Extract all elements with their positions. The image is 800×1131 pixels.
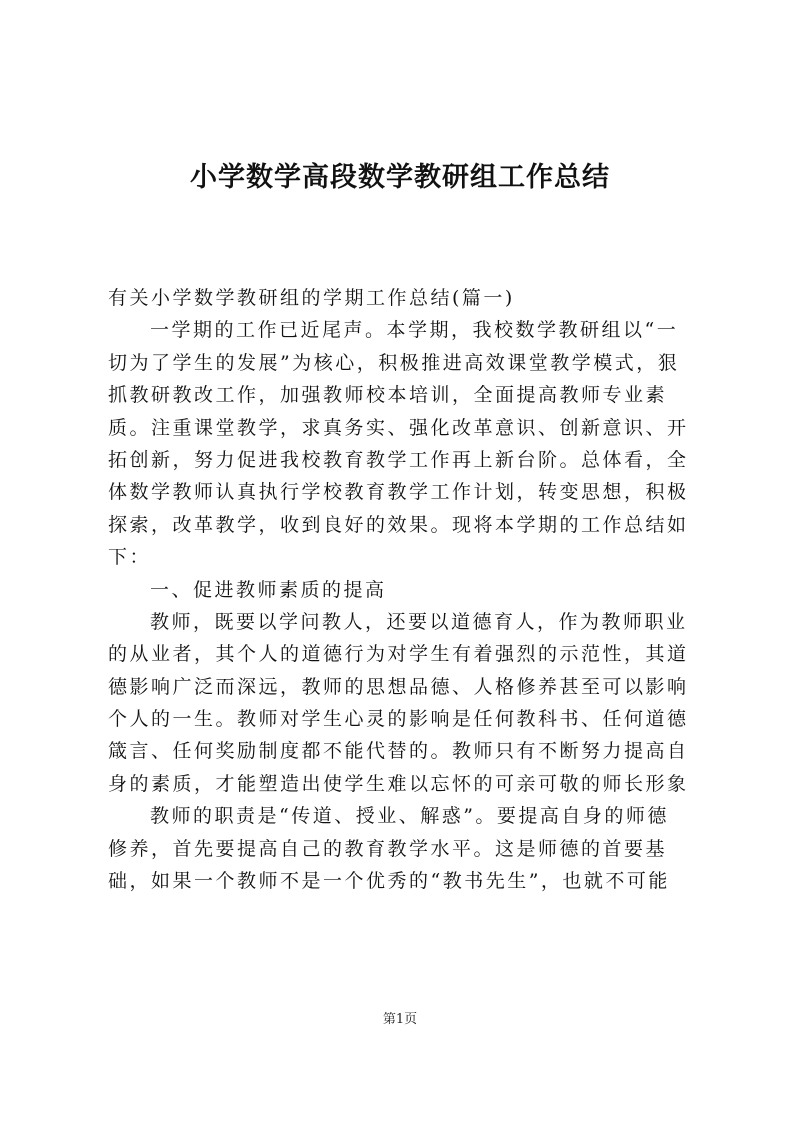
paragraph-line: 探索，改革教学，收到良好的效果。现将本学期的工作总结如 bbox=[108, 513, 689, 536]
document-title: 小学数学高段数学教研组工作总结 bbox=[190, 162, 610, 193]
paragraph-line: 教师的职责是“传道、授业、解惑”。要提高自身的师德 bbox=[150, 805, 669, 828]
paragraph-line: 箴言、任何奖励制度都不能代替的。教师只有不断努力提高自 bbox=[108, 740, 689, 763]
paragraph-line: 修养，首先要提高自己的教育教学水平。这是师德的首要基 bbox=[108, 837, 668, 860]
paragraph-line: 下： bbox=[108, 546, 152, 569]
paragraph-line: 础，如果一个教师不是一个优秀的“教书先生”，也就不可能 bbox=[108, 870, 670, 893]
paragraph-line: 个人的一生。教师对学生心灵的影响是任何教科书、任何道德 bbox=[108, 708, 689, 731]
page-number: 第1页 bbox=[382, 1012, 418, 1027]
subsection-heading: 一、促进教师素质的提高 bbox=[150, 578, 387, 601]
paragraph-line: 德影响广泛而深远，教师的思想品德、人格修养甚至可以影响 bbox=[108, 675, 689, 698]
paragraph-line: 抓教研教改工作，加强教师校本培训，全面提高教师专业素 bbox=[108, 384, 668, 407]
paragraph-line: 教师，既要以学问教人，还要以道德育人，作为教师职业 bbox=[150, 610, 688, 633]
paragraph-line: 切为了学生的发展”为核心，积极推进高效课堂教学模式，狠 bbox=[108, 351, 680, 374]
paragraph-line: 拓创新，努力促进我校教育教学工作再上新台阶。总体看，全 bbox=[108, 448, 689, 471]
section-heading: 有关小学数学教研组的学期工作总结(篇一) bbox=[108, 287, 515, 309]
paragraph-line: 体数学教师认真执行学校教育教学工作计划，转变思想，积极 bbox=[108, 481, 689, 504]
paragraph-line: 身的素质，才能塑造出使学生难以忘怀的可亲可敬的师长形象 bbox=[108, 772, 689, 795]
paragraph-line: 一学期的工作已近尾声。本学期，我校数学教研组以“一 bbox=[150, 319, 679, 342]
document-body bbox=[108, 282, 693, 897]
paragraph-line: 的从业者，其个人的道德行为对学生有着强烈的示范性，其道 bbox=[108, 643, 689, 666]
paragraph-line: 质。注重课堂教学，求真务实、强化改革意识、创新意识、开 bbox=[108, 416, 689, 439]
